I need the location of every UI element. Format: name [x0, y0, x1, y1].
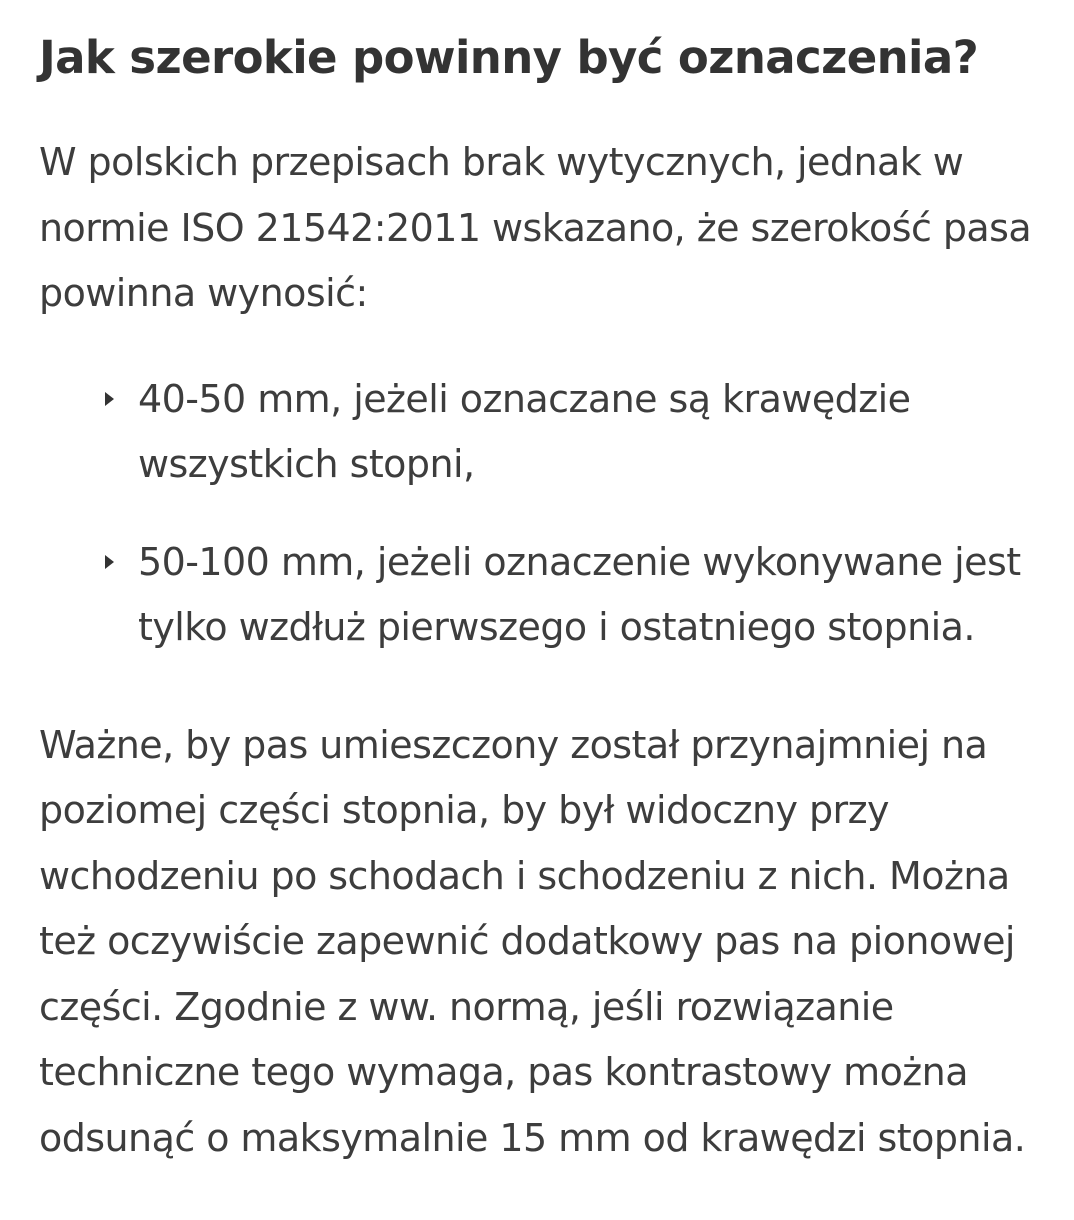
triangle-right-icon: [105, 555, 114, 569]
intro-line: powinna wynosić:: [39, 271, 368, 315]
list-item-line: tylko wzdłuż pierwszego i ostatniego stopnia.: [138, 605, 975, 649]
intro-paragraph: [39, 130, 1049, 327]
width-list: [39, 367, 1074, 661]
triangle-right-icon: [105, 392, 114, 406]
article-heading: Jak szerokie powinny być oznaczenia?: [39, 31, 979, 84]
outro-line: techniczne tego wymaga, pas kontrastowy można: [39, 1050, 968, 1094]
list-item-line: 40-50 mm, jeżeli oznaczane są krawędzie: [138, 376, 911, 421]
outro-line: odsunąć o maksymalnie 15 mm od krawędzi stopnia.: [39, 1115, 1026, 1160]
list-item-line: 50-100 mm, jeżeli oznaczenie wykonywane jest: [138, 539, 1021, 584]
outro-line: części. Zgodnie z ww. normą, jeśli rozwiązanie: [39, 984, 894, 1029]
outro-line: wchodzeniu po schodach i schodzeniu z nich. Można: [39, 853, 1010, 898]
intro-line: normie ISO 21542:2011 wskazano, że szerokość pasa: [39, 205, 1032, 250]
outro-line: Ważne, by pas umieszczony został przynajmniej na: [39, 722, 988, 767]
outro-paragraph: [39, 713, 1049, 1172]
list-item-line: wszystkich stopni,: [138, 442, 475, 486]
list-item: [39, 530, 1074, 661]
outro-line: też oczywiście zapewnić dodatkowy pas na pionowej: [39, 919, 1015, 963]
list-item: [39, 367, 1074, 498]
outro-line: poziomej części stopnia, by był widoczny przy: [39, 788, 889, 832]
intro-line: W polskich przepisach brak wytycznych, jednak w: [39, 140, 964, 184]
